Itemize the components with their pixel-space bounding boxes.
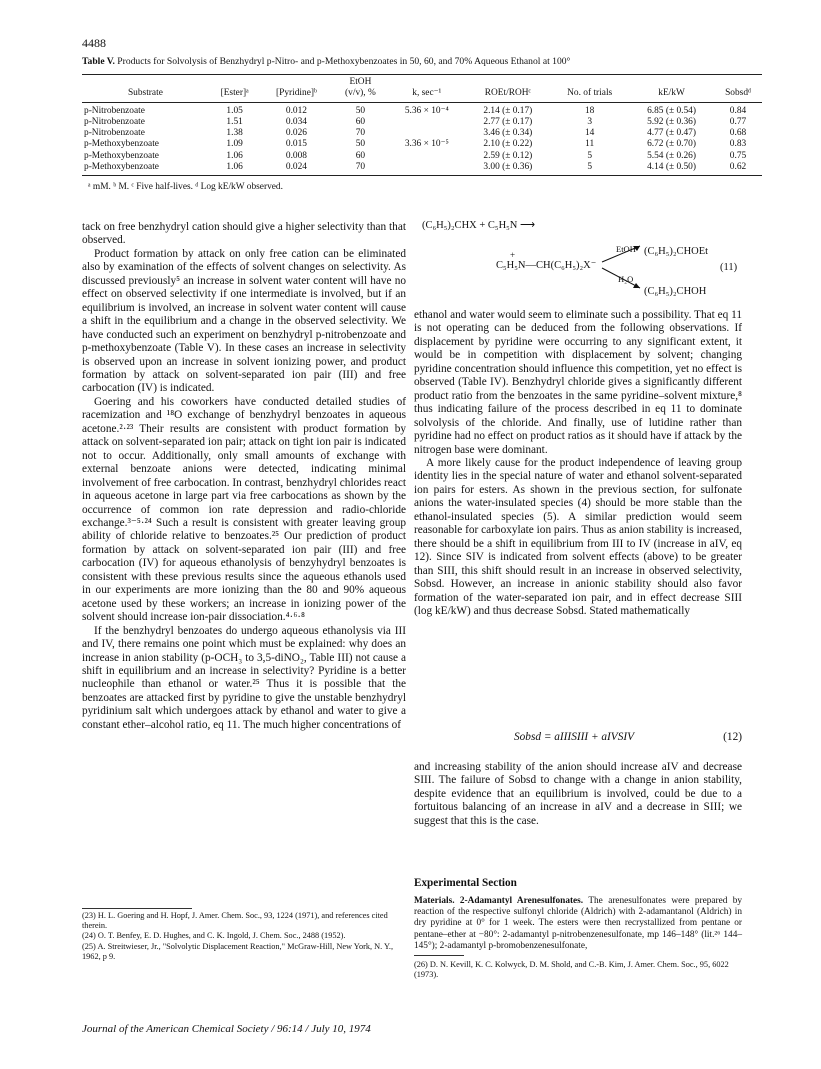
cell-pyridine: 0.015	[285, 139, 307, 150]
experimental-section-title: Experimental Section	[414, 877, 517, 889]
header-substrate: Substrate	[82, 88, 209, 102]
scheme-reagent-top: EtOH	[616, 244, 636, 254]
cell-ester: 1.51	[226, 116, 243, 127]
cell-sobsd: 0.84	[729, 105, 747, 116]
cell-trials: 11	[585, 139, 595, 150]
cell-substrate: p-Nitrobenzoate	[84, 116, 145, 127]
scheme-eq-number: (11)	[720, 262, 738, 273]
cell-substrate: p-Methoxybenzoate	[84, 150, 159, 161]
cell-etoh: 50	[355, 139, 366, 150]
table-row	[82, 151, 762, 162]
cell-substrate: p-Nitrobenzoate	[84, 128, 145, 139]
cell-k	[388, 117, 465, 128]
products-table	[82, 74, 762, 176]
reference-item: (23) H. L. Goering and H. Hopf, J. Amer. Chem. Soc., 93, 1224 (1971), and references cited therein.	[82, 911, 388, 931]
cell-pyridine: 0.024	[260, 162, 332, 176]
paragraph: tack on free benzhydryl cation should give a higher selectivity than that observed.	[82, 221, 406, 247]
paragraph: A more likely cause for the product independence of leaving group identity lies in the special nature of water and ethanol solvent-separated ion pairs for esters. As shown in the previous section, for sulfonate anions the water-insulated species (4) should be more stable than the ethanol-insulated species (5). A similar prediction would seem reasonable for carboxylate ion pairs. Thus as anion stability is increased, there should be a shift in equilibrium from III to IV (increase in aIV, eq 12). Since SIV is indicated from solvent effects (above) to be greater than SIII, this shift should result in an increase in observed selectivity, Sobsd. However, an increase in anionic stability should also favor formation of the water-separated ion pair, and in effect decrease SIII (log kE/kW) and thus decrease Sobsd. Stated mathematically	[414, 456, 742, 617]
right-column-text-bottom	[414, 761, 742, 828]
cell-trials: 5	[550, 162, 629, 176]
paragraph: Goering and his coworkers have conducted detailed studies of racemization and ¹⁸O exchange of benzhydryl benzoates in aqueous acetone.²·²³ Their results are consistent with product formation by attack on solvent-separated ion pair; attack on tight ion pair is indicated not to occur. Additionally, only small amounts of exchange with external benzoate anions were detected, indicating minimal involvement of free carbocation. In contrast, benzhydryl chlorides react in aqueous acetone in large part via free carbocations as shown by the occurrence of common ion rate depression and radio-chloride exchange.³⁻⁵·²⁴ Such a result is consistent with greater leaving group ability of chloride relative to benzoates.²⁵ Our prediction of product formation by attack on solvent-separated ion pair (III) and free carbocation (IV) for aqueous ethanolysis of benzyhydryl benzoates is consistent with these previous results since the aqueous ethanols used in our experiments are more ionizing than the 80 and 90% aqueous acetone used by these workers; an increase in ionizing power of the solvent should increase ion-pair dissociation.⁴·⁶·⁸	[82, 395, 406, 624]
cell-ratio: 2.10 (± 0.22)	[483, 139, 533, 150]
cell-trials: 3	[587, 116, 593, 127]
table-footnotes: ᵃ mM. ᵇ M. ᶜ Five half-lives. ᵈ Log kE/kW observed.	[88, 182, 283, 192]
right-column-text-top	[414, 309, 742, 618]
cell-ratio: 2.77 (± 0.17)	[483, 116, 533, 127]
cell-ester: 1.06	[209, 162, 261, 176]
header-etoh-top: EtOH	[333, 75, 389, 89]
cell-substrate: p-Methoxybenzoate	[84, 139, 159, 150]
page-number: 4488	[82, 36, 106, 50]
reference-item: (25) A. Streitwieser, Jr., "Solvolytic Displacement Reaction," McGraw-Hill, New York, N. Y., 1962, p 9.	[82, 941, 394, 961]
paragraph: If the benzhydryl benzoates do undergo aqueous ethanolysis via III and IV, there remains one point which must be explained: why does an increase in anion stability (p-OCH₃ to 3,5-diNO₂, Table III) not cause a shift in equilibrium and an increase in selectivity? Pyridine is a better nucleophile than ethanol or water.²⁵ Thus it is possible that the benzoates are attacked first by pyridine to give the unstable benzhydryl pyridinium salt which undergoes attack by ethanol and water to give a constant ether–alcohol ratio, eq 11. The much higher concentrations of	[82, 624, 406, 731]
cell-sobsd: 0.62	[714, 162, 762, 176]
references-rule	[82, 908, 192, 909]
left-column-text	[82, 221, 406, 732]
header-etoh: (v/v), %	[333, 88, 389, 102]
cell-ratio: 2.59 (± 0.12)	[483, 150, 533, 161]
scheme-product-bottom: (C₆H₅)₂CHOH	[644, 286, 707, 297]
cell-ke-kw: 6.72 (± 0.70)	[647, 139, 696, 150]
cell-ke-kw: 5.54 (± 0.26)	[647, 150, 696, 161]
cell-trials: 5	[587, 150, 593, 161]
table-label: Table V.	[82, 56, 115, 67]
equation-12-expression: Sobsd = aIIISIII + aIVSIV	[514, 731, 635, 743]
header-ratio: ROEt/ROHᶜ	[465, 88, 550, 102]
table-caption	[82, 56, 762, 67]
cell-sobsd: 0.68	[729, 128, 747, 139]
cell-ke-kw: 5.92 (± 0.36)	[647, 116, 696, 127]
cell-etoh: 70	[333, 162, 389, 176]
cell-pyridine: 0.034	[285, 116, 307, 127]
cell-trials: 14	[584, 128, 595, 139]
equation-12-number: (12)	[723, 731, 742, 743]
header-k: k, sec⁻¹	[388, 88, 465, 102]
header-ke-kw: kE/kW	[629, 88, 714, 102]
paragraph: and increasing stability of the anion should increase aIV and decrease SIII. The failure of Sobsd to change with a change in anion stability, despite evidence that an equilibrium is involved, could be due to a fortuitous balancing of an increase in aIV and a decrease in SIII; we suggest that this is the case.	[414, 761, 742, 827]
cell-sobsd: 0.75	[729, 150, 747, 161]
header-trials: No. of trials	[550, 88, 629, 102]
cell-pyridine: 0.026	[285, 128, 307, 139]
cell-k	[388, 128, 465, 139]
cell-k	[388, 151, 465, 162]
cell-k: 5.36 × 10⁻⁴	[404, 105, 449, 116]
cell-substrate: p-Nitrobenzoate	[84, 105, 145, 116]
materials-paragraph	[414, 896, 742, 952]
cell-etoh: 60	[355, 116, 366, 127]
cell-ratio: 3.00 (± 0.36)	[465, 162, 550, 176]
scheme-plus-charge: +	[510, 250, 516, 260]
scheme-product-top: (C₆H₅)₂CHOEt	[644, 246, 709, 257]
table-row	[82, 162, 762, 176]
cell-ratio: 2.14 (± 0.17)	[483, 105, 533, 116]
header-pyridine: [Pyridine]ᵇ	[260, 88, 332, 102]
table-row	[82, 128, 762, 139]
cell-substrate: p-Methoxybenzoate	[82, 162, 209, 176]
cell-pyridine: 0.012	[285, 105, 307, 116]
header-ester: [Ester]ᵃ	[209, 88, 261, 102]
journal-footer: Journal of the American Chemical Society / 96:14 / July 10, 1974	[82, 1023, 371, 1035]
materials-run-head: Materials. 2-Adamantyl Arenesulfonates.	[414, 896, 584, 906]
cell-trials: 18	[584, 105, 595, 116]
cell-etoh: 50	[355, 105, 366, 116]
cell-ke-kw: 4.77 (± 0.47)	[647, 128, 696, 139]
cell-etoh: 60	[355, 150, 366, 161]
cell-ester: 1.06	[226, 150, 243, 161]
cell-ester: 1.05	[226, 105, 243, 116]
cell-ester: 1.38	[226, 128, 243, 139]
scheme-reagent-bottom: H₂O	[618, 274, 634, 284]
cell-sobsd: 0.77	[729, 116, 747, 127]
cell-etoh: 70	[355, 128, 366, 139]
scheme-reactants: (C₆H₅)₂CHX + C₅H₅N ⟶	[422, 220, 536, 231]
cell-ke-kw: 4.14 (± 0.50)	[629, 162, 714, 176]
table-row	[82, 139, 762, 150]
table-row	[82, 102, 762, 117]
references-left	[82, 911, 406, 962]
header-sobsd: Sobsdᵈ	[714, 88, 762, 102]
cell-sobsd: 0.83	[729, 139, 747, 150]
paragraph: Product formation by attack on only free cation can be eliminated also by examination of the effects of solvent changes on selectivity. As discussed previously⁵ an increase in solvent water content will have no effect on observed selectivity if one intermediate is involved, but if an equilibrium is involved, an increase in solvent water content will cause a shift in the equilibrium and a change in the observed selectivity. We have conducted such an experiment on benzhydryl p-nitrobenzoate and p-methoxybenzoate (Table V). In these cases an increase in selectivity is observed upon an increase in solvent ionizing power, and product formation by attack on solvent-separated ion pair (III) and free carbocation (IV) is indicated.	[82, 247, 406, 395]
cell-k	[388, 162, 465, 176]
cell-ke-kw: 6.85 (± 0.54)	[647, 105, 696, 116]
cell-pyridine: 0.008	[285, 150, 307, 161]
reference-26: (26) D. N. Kevill, K. C. Kolwyck, D. M. Shold, and C.-B. Kim, J. Amer. Chem. Soc., 95, 6022 (1973).	[414, 960, 729, 980]
table-row	[82, 117, 762, 128]
cell-k: 3.36 × 10⁻⁵	[404, 139, 449, 150]
materials-text: The arenesulfonates were prepared by reaction of the respective sulfonyl chloride (Aldrich) with 2-adamantanol (Aldrich) in dry pyridine at 0° for 1 week. The esters were then recrystallized from pentane or pentane–ether at −80°: 2-adamantyl p-nitrobenzenesulfonate, mp 146–148° (lit.²⁶ 144–145°); 2-adamantyl p-bromobenzenesulfonate,	[414, 896, 743, 951]
cell-ester: 1.09	[226, 139, 243, 150]
reference-item: (24) O. T. Benfey, E. D. Hughes, and C. K. Ingold, J. Chem. Soc., 2488 (1952).	[82, 931, 346, 941]
cell-ratio: 3.46 (± 0.34)	[483, 128, 533, 139]
reference-26-rule	[414, 955, 464, 956]
table-title: Products for Solvolysis of Benzhydryl p-Nitro- and p-Methoxybenzoates in 50, 60, and 70% Aqueous Ethanol at 100°	[117, 56, 571, 67]
scheme-intermediate: C₅H₅N—CH(C₆H₅)₂X⁻	[496, 260, 597, 271]
scheme-arrowhead-bottom	[633, 283, 640, 288]
reaction-scheme-eq11	[420, 218, 750, 302]
paragraph: ethanol and water would seem to eliminate such a possibility. That eq 11 is not operating can be deduced from the following observations. If displacement by pyridine were occurring to any significant extent, it would be in competition with displacement by solvent; changing pyridine concentration should influence this competition, yet no effect is observed (Table IV). Benzhydryl chloride gives a significantly different product ratio from the benzoates in the same pyridine–solvent mixture,⁸ thus indicating failure of the process described in eq 11 to dominate solvolysis of the chloride. And finally, use of lutidine rather than pyridine had no effect on product ratios as it should have if attack by the nitrogen base were dominant.	[414, 309, 742, 456]
